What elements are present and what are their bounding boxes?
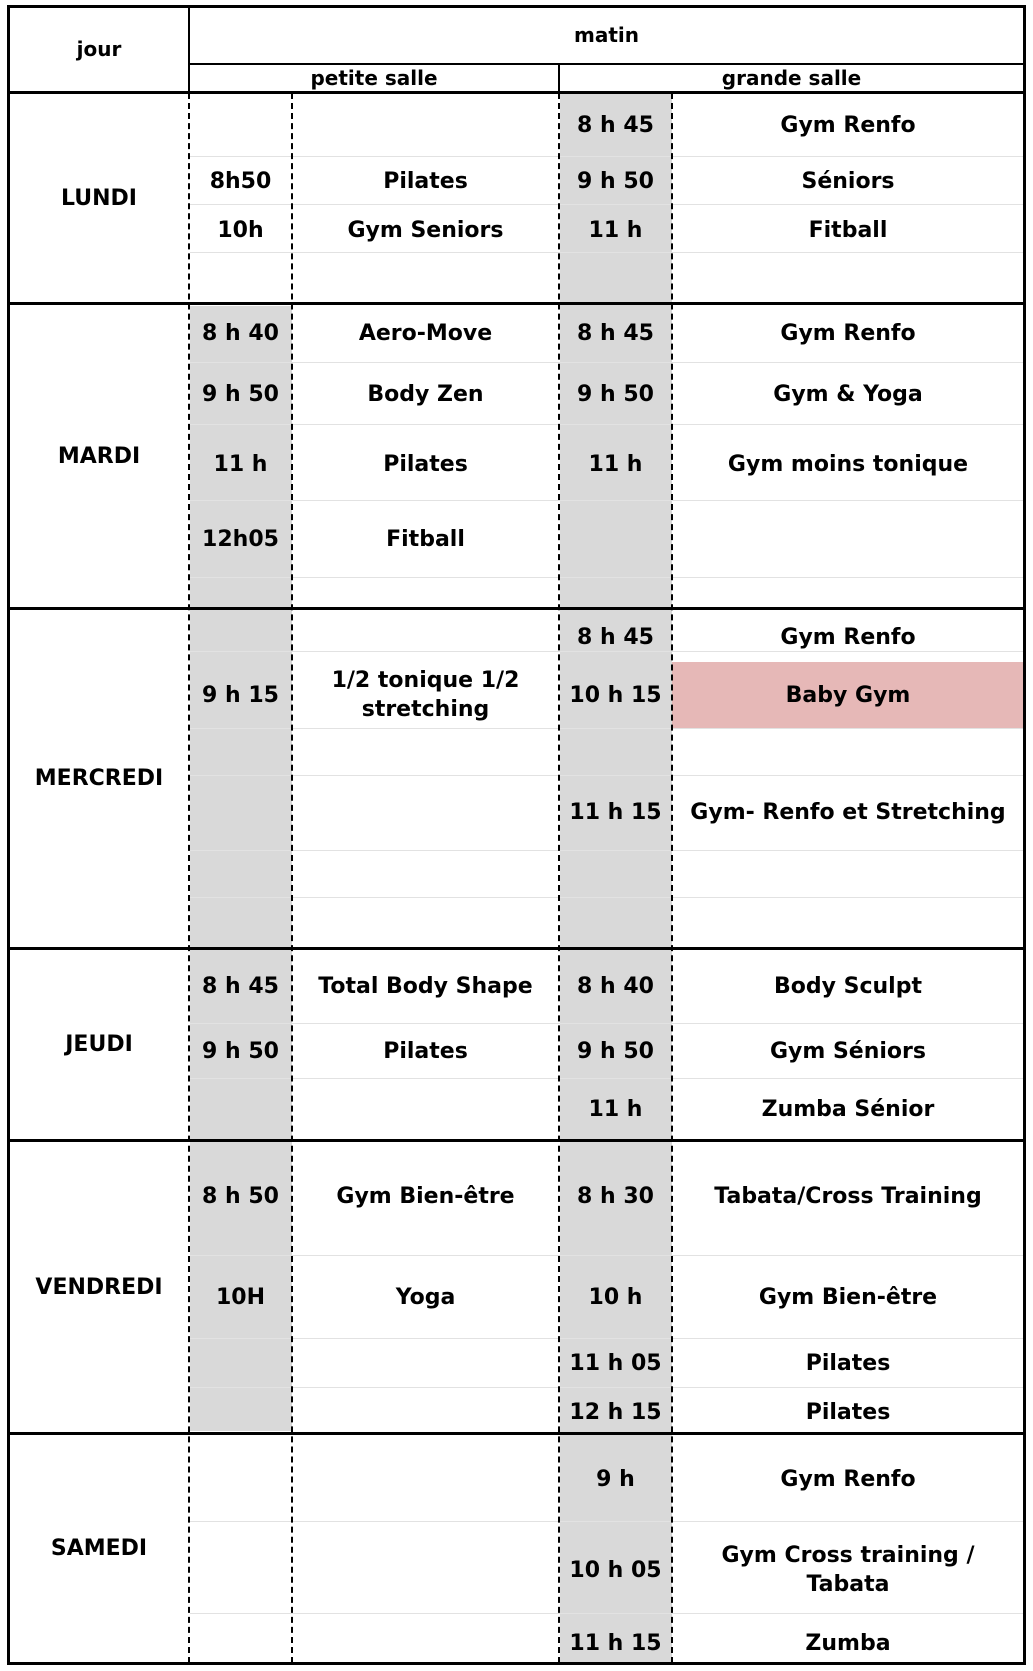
grande-time: 8 h 40 (577, 973, 654, 999)
grande-activity: Gym Renfo (780, 624, 916, 650)
grande-time: 12 h 15 (569, 1399, 662, 1425)
border-bottom (7, 1662, 1026, 1665)
cell-gridline (190, 897, 1023, 898)
grande-activity: Baby Gym (785, 682, 911, 708)
grande-time: 11 h 05 (569, 1350, 662, 1376)
grande-time: 11 h (588, 1096, 643, 1122)
petite-time: 9 h 50 (202, 1038, 279, 1064)
grande-activity: Gym & Yoga (773, 381, 923, 407)
cell-gridline (190, 204, 1023, 205)
grande-time: 11 h 15 (569, 1630, 662, 1656)
petite-time: 10H (215, 1284, 266, 1310)
grande-activity: Gym Cross training / Tabata (721, 1543, 975, 1597)
cell-gridline (190, 424, 1023, 425)
petite-time: 10h (217, 217, 264, 243)
petite-activity: Gym Bien-être (336, 1183, 515, 1209)
cell-gridline (190, 1255, 1023, 1256)
header-grande-salle: grande salle (721, 65, 862, 90)
petite-activity: Gym Seniors (347, 217, 504, 243)
grande-activity: Gym Renfo (780, 112, 916, 138)
grande-time: 9 h 50 (577, 1038, 654, 1064)
cell-gridline (190, 362, 1023, 363)
grande-activity: Gym Séniors (769, 1038, 926, 1064)
petite-activity: Yoga (395, 1284, 456, 1310)
petite-activity: Pilates (383, 168, 468, 194)
grande-activity: Fitball (808, 217, 888, 243)
grande-activity: Pilates (805, 1350, 891, 1376)
cell-gridline (190, 1023, 1023, 1024)
petite-activity: Body Zen (367, 381, 484, 407)
cell-gridline (190, 1613, 1023, 1614)
header-matin: matin (574, 23, 639, 47)
petite-time: 8 h 45 (202, 973, 279, 999)
grande-time: 9 h (596, 1466, 635, 1492)
petite-time: 9 h 15 (202, 682, 279, 708)
grande-activity: Gym Renfo (780, 1466, 916, 1492)
grande-activity: Tabata/Cross Training (714, 1183, 982, 1209)
cell-gridline (190, 1387, 1023, 1388)
grande-time: 8 h 45 (577, 320, 654, 346)
petite-activity: Pilates (383, 1038, 468, 1064)
petite-activity: Aero-Move (358, 320, 493, 346)
day-mardi: MARDI (57, 443, 141, 469)
petite-activity: Fitball (386, 526, 465, 552)
petite-time: 12h05 (202, 526, 279, 552)
petite-time: 8 h 40 (202, 320, 279, 346)
grande-time: 9 h 50 (577, 168, 654, 194)
day-vendredi: VENDREDI (35, 1274, 163, 1300)
cell-gridline (190, 1521, 1023, 1522)
grande-activity: Séniors (801, 168, 895, 194)
cell-gridline (190, 775, 1023, 776)
grande-activity: Gym- Renfo et Stretching (690, 799, 1006, 825)
petite-time: 9 h 50 (202, 381, 279, 407)
petite-time: 8 h 50 (202, 1183, 279, 1209)
cell-gridline (190, 1338, 1023, 1339)
day-mercredi: MERCREDI (34, 766, 164, 791)
grande-activity: Body Sculpt (774, 973, 922, 999)
day-samedi: SAMEDI (50, 1536, 148, 1561)
grande-activity: Pilates (805, 1399, 891, 1425)
grande-activity: Zumba (805, 1630, 891, 1656)
grande-activity: Zumba Sénior (761, 1096, 935, 1122)
grande-time: 10 h 15 (569, 682, 662, 708)
grande-activity: Gym moins tonique (727, 451, 969, 477)
petite-time: 11 h (213, 451, 268, 477)
cell-gridline (190, 1078, 1023, 1079)
grande-time: 11 h 15 (569, 799, 662, 825)
petite-activity: Pilates (383, 451, 468, 477)
header-jour: jour (76, 37, 122, 61)
grande-time: 10 h (588, 1284, 643, 1310)
cell-gridline (190, 156, 1023, 157)
cell-gridline (190, 500, 1023, 501)
grande-time: 10 h 05 (569, 1557, 662, 1583)
cell-gridline (190, 252, 1023, 253)
header-petite-salle: petite salle (310, 65, 438, 90)
grande-activity: Gym Renfo (780, 320, 916, 346)
petite-activity: Total Body Shape (318, 973, 533, 999)
day-jeudi: JEUDI (65, 1032, 133, 1057)
grande-time: 11 h (588, 217, 643, 243)
grande-time: 8 h 30 (577, 1183, 654, 1209)
petite-activity: 1/2 tonique 1/2 stretching (331, 668, 520, 722)
grande-time: 8 h 45 (577, 624, 654, 650)
cell-gridline (190, 728, 1023, 729)
grande-time: 11 h (588, 451, 643, 477)
grande-time: 8 h 45 (577, 112, 654, 138)
petite-time: 8h50 (209, 168, 272, 194)
day-lundi: LUNDI (61, 185, 137, 211)
cell-gridline (190, 850, 1023, 851)
grande-time: 9 h 50 (577, 381, 654, 407)
grande-activity: Gym Bien-être (758, 1284, 938, 1310)
cell-gridline (190, 577, 1023, 578)
border-right (1023, 5, 1026, 1665)
